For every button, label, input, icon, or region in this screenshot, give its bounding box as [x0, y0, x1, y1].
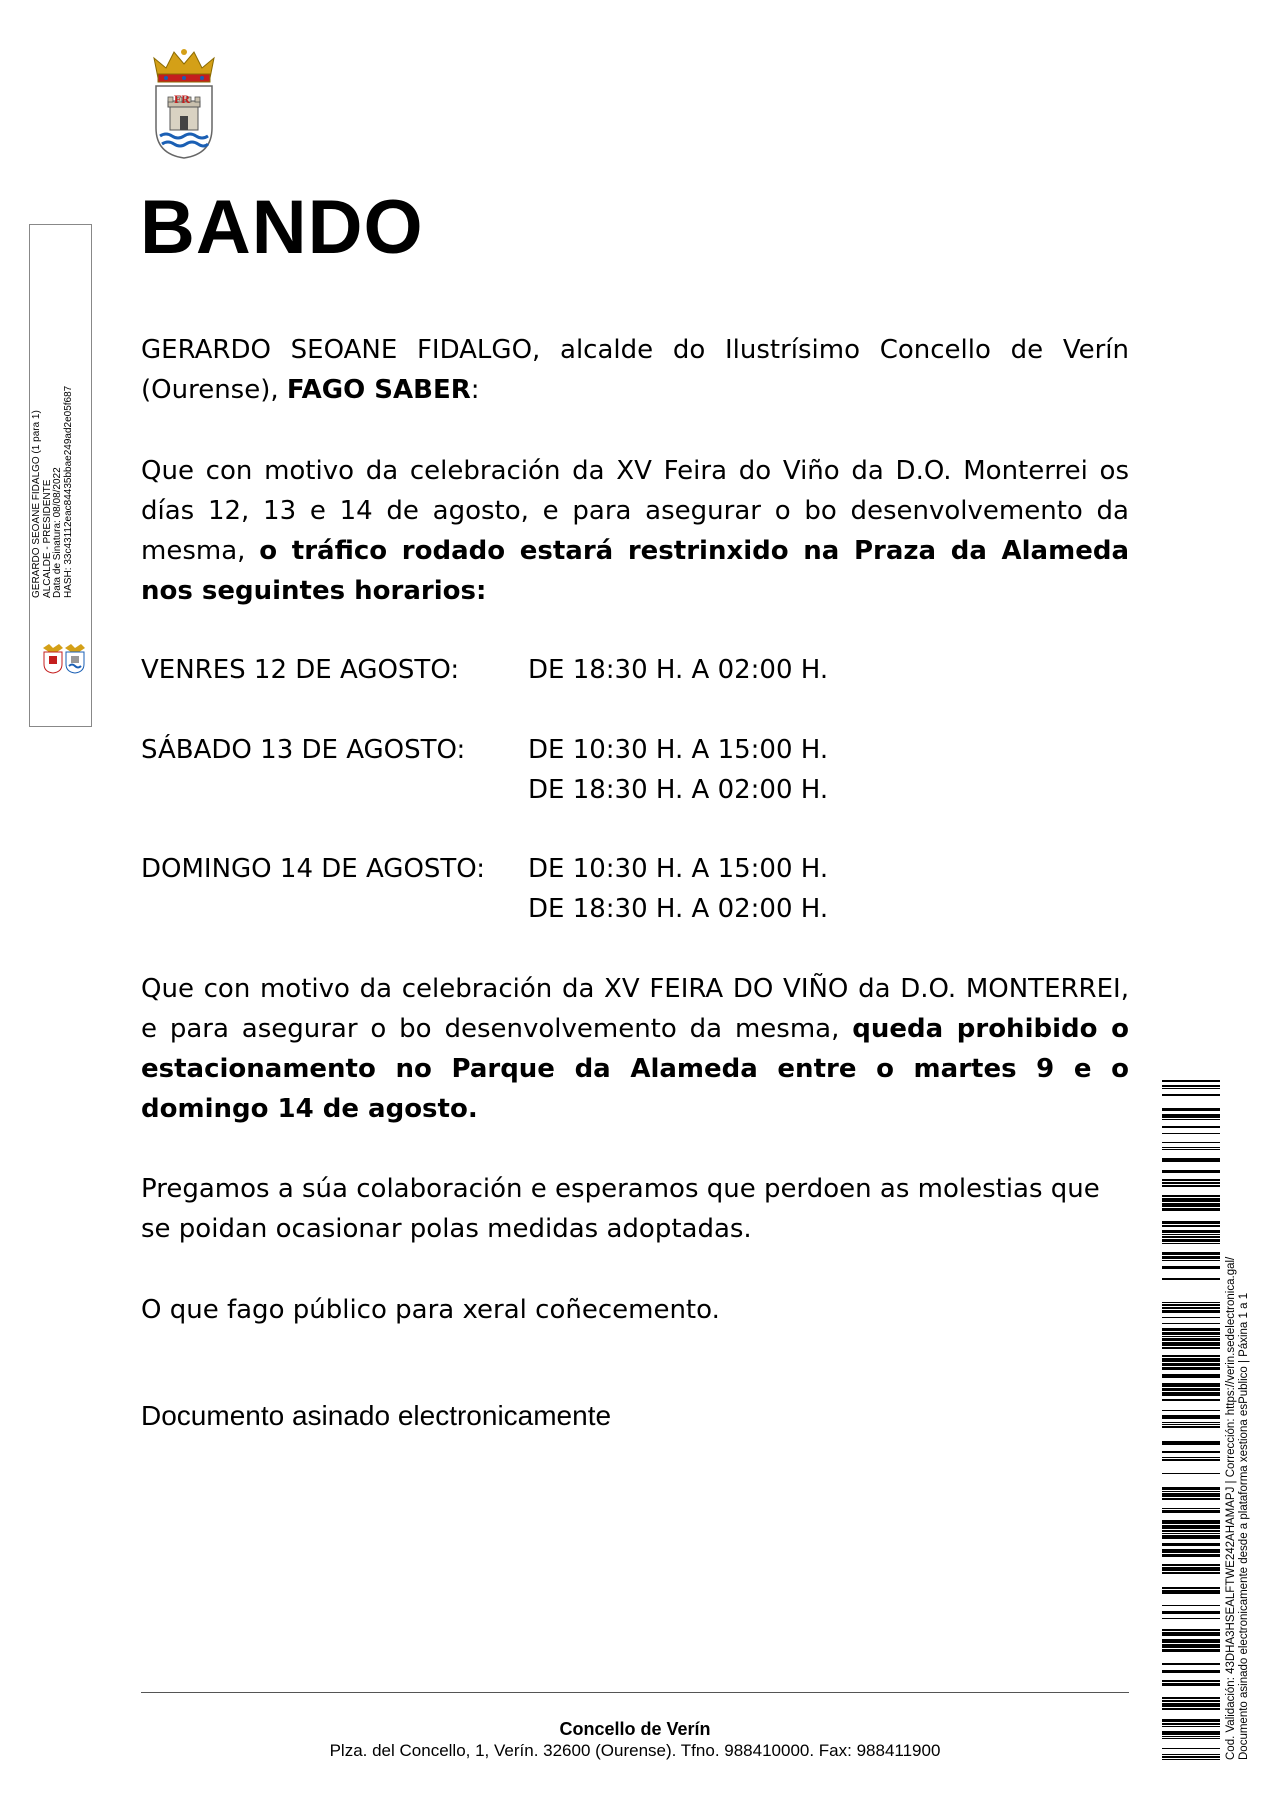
barcode-bar — [1162, 1363, 1220, 1366]
barcode-bar — [1162, 1198, 1220, 1202]
barcode-bar — [1162, 1459, 1220, 1461]
barcode-bar — [1162, 1748, 1220, 1749]
schedule-row — [141, 849, 1129, 929]
barcode-bar — [1162, 1700, 1220, 1702]
barcode-bar — [1162, 1317, 1220, 1318]
schedule-day: VENRES 12 DE AGOSTO: — [141, 655, 460, 685]
schedule-time: DE 10:30 H. A 15:00 H. — [528, 854, 829, 884]
barcode-bar — [1162, 1358, 1220, 1362]
schedule-time: DE 18:30 H. A 02:00 H. — [528, 894, 829, 924]
municipal-seal-icon — [39, 642, 87, 674]
barcode-bar — [1162, 1239, 1220, 1242]
barcode-bar — [1162, 1170, 1220, 1173]
barcode-bar — [1162, 1649, 1220, 1652]
barcode-bar — [1162, 1266, 1220, 1269]
barcode-bar — [1162, 1533, 1220, 1534]
barcode-bar — [1162, 1549, 1220, 1553]
barcode-bar — [1162, 1530, 1220, 1532]
barcode-bar — [1162, 1328, 1220, 1331]
barcode-bar — [1162, 1525, 1220, 1529]
barcode-bar — [1162, 1088, 1220, 1089]
barcode-bar — [1162, 1424, 1220, 1425]
schedule-row — [141, 650, 1129, 690]
barcode-bar — [1162, 1663, 1220, 1665]
intro-text: GERARDO SEOANE FIDALGO, alcalde do Ilustrísimo Concello de Verín (Ourense), — [141, 335, 1129, 405]
barcode-bar — [1162, 1234, 1220, 1235]
barcode-bar — [1162, 1441, 1220, 1445]
barcode-bar — [1162, 1731, 1220, 1735]
barcode-bar — [1162, 1221, 1220, 1224]
barcode-bar — [1162, 1632, 1220, 1636]
barcode-bar — [1162, 1644, 1220, 1648]
barcode-bar — [1162, 1108, 1220, 1111]
schedule-day: DOMINGO 14 DE AGOSTO: — [141, 854, 486, 884]
barcode-bar — [1162, 1639, 1220, 1643]
apology-paragraph: Pregamos a súa colaboración e esperamos que perdoen as molestias que se poidan ocasionar polas medidas adoptadas. — [141, 1174, 1100, 1244]
barcode-bar — [1162, 1611, 1220, 1614]
barcode-bar — [1162, 1510, 1220, 1513]
barcode-bar — [1162, 1236, 1220, 1238]
barcode-bar — [1162, 1736, 1220, 1737]
barcode-bar — [1162, 1133, 1220, 1134]
barcode-bar — [1162, 1179, 1220, 1181]
barcode-bar — [1162, 1278, 1220, 1280]
barcode-bar — [1162, 1487, 1220, 1490]
footer-address: Plza. del Concello, 1, Verín. 32600 (Ourense). Tfno. 988410000. Fax: 988411900 — [329, 1741, 941, 1760]
signed-notice: Documento asinado electronicamente — [141, 1400, 612, 1431]
barcode-bar — [1162, 1182, 1220, 1184]
barcode-bar — [1162, 1726, 1220, 1727]
barcode-bar — [1162, 1094, 1220, 1096]
barcode-bar — [1162, 1543, 1220, 1546]
barcode-bar — [1162, 1158, 1220, 1162]
barcode-bar — [1162, 1114, 1220, 1118]
barcode-bar — [1162, 1493, 1220, 1497]
barcode-bar — [1162, 1723, 1220, 1725]
barcode-bar — [1162, 1225, 1220, 1227]
barcode-bar — [1162, 1336, 1220, 1337]
barcode-bar — [1162, 1355, 1220, 1357]
barcode-bar — [1162, 1256, 1220, 1259]
barcode-bar — [1162, 1332, 1220, 1335]
barcode-bar — [1162, 1185, 1220, 1187]
barcode-bar — [1162, 1754, 1220, 1755]
barcode-bar — [1162, 1347, 1220, 1349]
barcode-bar — [1162, 1342, 1220, 1346]
barcode-bar — [1162, 1572, 1220, 1574]
barcode-bar — [1162, 1520, 1220, 1524]
barcode-bar — [1162, 1498, 1220, 1500]
barcode-bar — [1162, 1142, 1220, 1143]
signature-hash: HASH: 33c43112eac84435bbae249ad2e05f687 — [62, 385, 74, 598]
barcode-bar — [1162, 1587, 1220, 1589]
barcode-bar — [1162, 1422, 1220, 1423]
schedule-time: DE 18:30 H. A 02:00 H. — [528, 655, 829, 685]
barcode-bar — [1162, 1367, 1220, 1370]
traffic-paragraph — [141, 451, 1129, 611]
barcode-bar — [1162, 1374, 1220, 1378]
barcode-bar — [1162, 1147, 1220, 1148]
barcode-bar — [1162, 1708, 1220, 1710]
barcode-bar — [1162, 1323, 1220, 1324]
verification-text — [1225, 1257, 1251, 1760]
barcode-bar — [1162, 1618, 1220, 1619]
barcode-bar — [1162, 1683, 1220, 1686]
barcode-bar — [1162, 1410, 1220, 1411]
schedule-row — [141, 730, 1129, 810]
barcode-bar — [1162, 1307, 1220, 1309]
barcode-bar — [1162, 1535, 1220, 1539]
barcode-bar — [1162, 1680, 1220, 1682]
barcode-bar — [1162, 1738, 1220, 1739]
intro-end: : — [470, 375, 480, 405]
barcode-bar — [1162, 1080, 1220, 1082]
barcode-bar — [1162, 1697, 1220, 1699]
intro-paragraph — [141, 330, 1129, 410]
barcode-bar — [1162, 1719, 1220, 1722]
barcode-bar — [1162, 1564, 1220, 1566]
barcode-bar — [1162, 1759, 1220, 1760]
barcode-bar — [1162, 1491, 1220, 1492]
schedule-time: DE 10:30 H. A 15:00 H. — [528, 735, 829, 765]
signer-role: ALCALDE - PRESIDENTE — [41, 479, 53, 598]
barcode-bar — [1162, 1310, 1220, 1313]
barcode-bar — [1162, 1260, 1220, 1261]
barcode-bar — [1162, 1149, 1220, 1150]
barcode-bar — [1162, 1085, 1220, 1087]
barcode-bar — [1162, 1302, 1220, 1303]
barcode-bar — [1162, 1629, 1220, 1631]
barcode-bar — [1162, 1388, 1220, 1391]
document-title: BANDO — [140, 185, 424, 270]
barcode-bar — [1162, 1126, 1220, 1128]
signature-date: Data de Sinatura: 08/08/2022 — [52, 467, 63, 598]
signature-details — [32, 386, 74, 598]
traffic-text: Que con motivo da celebración da XV Feira do Viño da D.O. Monterrei os días 12, 13 e 14 de agosto, e para asegurar o bo desenvolvemento da mesma, — [141, 456, 1129, 566]
barcode-bar — [1162, 1392, 1220, 1396]
barcode-bar — [1162, 1230, 1220, 1233]
barcode-bar — [1162, 1119, 1220, 1120]
intro-bold: FAGO SABER — [286, 375, 471, 405]
schedule-day: SÁBADO 13 DE AGOSTO: — [141, 735, 466, 765]
barcode-bar — [1162, 1670, 1220, 1673]
barcode-bar — [1162, 1590, 1220, 1594]
parking-text: Que con motivo da celebración da XV FEIRA DO VIÑO da D.O. MONTERREI, e para asegurar o bo desenvolvemento da mesma, — [141, 974, 1129, 1044]
signer-name: GERARDO SEOANE FIDALGO (1 para 1) — [31, 410, 42, 598]
barcode-bar — [1162, 1457, 1220, 1458]
barcode-bar — [1162, 1567, 1220, 1571]
barcode-bar — [1162, 1243, 1220, 1244]
barcode-bar — [1162, 1203, 1220, 1207]
barcode-bar — [1162, 1415, 1220, 1419]
barcode-bar — [1162, 1554, 1220, 1557]
barcode-bar — [1162, 1252, 1220, 1255]
parking-bold: queda prohibido o estacionamento no Parque da Alameda entre o martes 9 e o domingo 14 de agosto. — [141, 1014, 1129, 1124]
barcode-bar — [1162, 1703, 1220, 1707]
footer-organization: Concello de Verín — [559, 1719, 711, 1739]
barcode-icon — [1162, 1080, 1220, 1760]
parking-paragraph — [141, 969, 1129, 1129]
barcode-bar — [1162, 1605, 1220, 1606]
barcode-bar — [1162, 1195, 1220, 1197]
barcode-bar — [1162, 1756, 1220, 1758]
barcode-bar — [1162, 1508, 1220, 1509]
barcode-bar — [1162, 1426, 1220, 1428]
barcode-bar — [1162, 1338, 1220, 1341]
crest-lettering: FR — [174, 92, 190, 106]
footer-divider — [141, 1692, 1129, 1693]
traffic-bold: o tráfico rodado estará restrinxido na Praza da Alameda nos seguintes horarios: — [141, 536, 1129, 606]
closing-line: O que fago público para xeral coñecemento. — [141, 1295, 720, 1325]
barcode-bar — [1162, 1451, 1220, 1453]
schedule-time: DE 18:30 H. A 02:00 H. — [528, 775, 829, 805]
barcode-bar — [1162, 1208, 1220, 1211]
platform-note: Documento asinado electronicamente desde a plataforma xestiona esPublico | Páxina 1 a 1 — [1238, 1292, 1250, 1760]
barcode-bar — [1162, 1304, 1220, 1306]
barcode-bar — [1162, 1383, 1220, 1387]
barcode-bar — [1162, 1473, 1220, 1474]
validation-code: Cod. Validación: 43DHA3HSEALFTWE242AHAMAPJ | Corrección: https://verin.sedelectronica.gal/ — [1225, 1256, 1237, 1760]
barcode-bar — [1162, 1399, 1220, 1401]
